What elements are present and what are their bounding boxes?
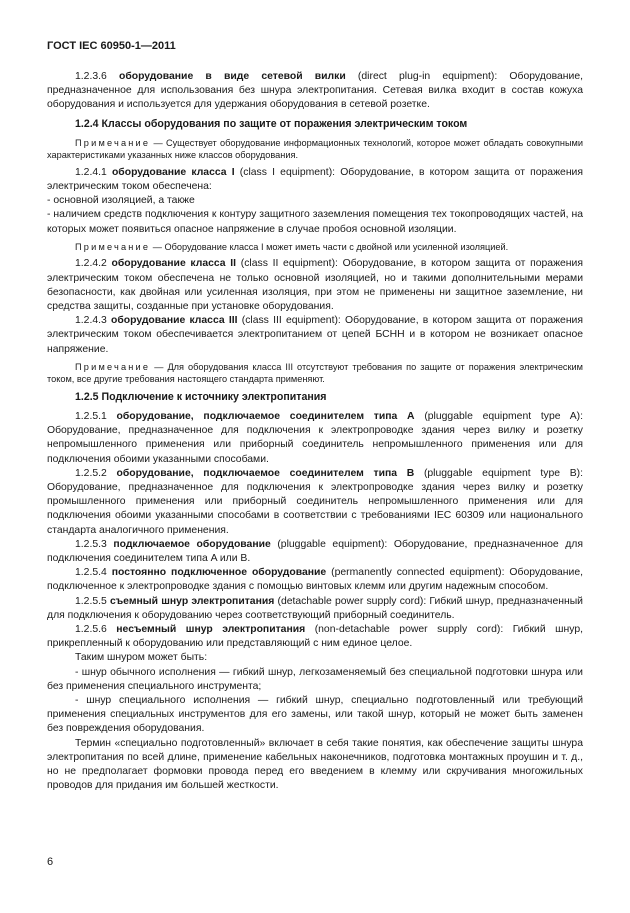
- term: постоянно подключенное оборудование: [111, 567, 327, 579]
- clause-1-2-5-3: 1.2.5.3 подключаемое оборудование (pluggable equipment): Оборудование, предназначенное для подключения соединителем типа A или B.: [47, 538, 583, 565]
- term: оборудование, подключаемое соединителем типа B: [116, 467, 415, 479]
- term: оборудование, подключаемое соединителем типа A: [116, 411, 415, 423]
- term: несъемный шнур электропитания: [116, 624, 306, 636]
- clause-1-2-5-6: 1.2.5.6 несъемный шнур электропитания (non-detachable power supply cord): Гибкий шнур, прикрепленный к оборудованию или представляющий с ним единое целое.: [47, 624, 583, 650]
- note-1: Примечание — Существует оборудование информационных технологий, которое может обладать совокупными характеристиками указанных ниже классов оборудования.: [47, 137, 583, 161]
- term: съемный шнур электропитания: [109, 595, 275, 607]
- section-heading-1-2-5: 1.2.5 Подключение к источнику электропитания: [75, 391, 327, 404]
- clause-1-2-4-2: 1.2.4.2 оборудование класса II (class II equipment): Оборудование, в котором защита от поражения электрическим током обеспечена не только основной изоляцией, но и такими дополнительными мерами безопасности, как двойная или усиленная изоляция, при этом не применены ни защитное заземление, ни средства защиты, созданные при установке оборудования.: [47, 258, 583, 313]
- list-item: - основной изоляцией, а также: [47, 195, 195, 207]
- clause-1-2-5-4: 1.2.5.4 постоянно подключенное оборудование (permanently connected equipment): Оборудование, подключенное к электропроводке здания с помощью винтовых клемм или другим надежным способом.: [47, 567, 583, 593]
- term: оборудование класса II: [111, 258, 237, 270]
- note-2: Примечание — Оборудование класса I может иметь части с двойной или усиленной изоляцией.: [75, 241, 509, 252]
- note-3: Примечание — Для оборудования класса III отсутствуют требования по защите от поражения электрическим током, все другие требования настоящего стандарта применяют.: [47, 361, 583, 385]
- clause-1-2-5-2: 1.2.5.2 оборудование, подключаемое соединителем типа B (pluggable equipment type B): Оборудование, предназначенное для подключения к электропроводке здания через вилку и розетку промышленного применения или приборный соединитель непромышленного применения или для подключения обоими указанными способами в соответствии с требованиями IEC 60309 или национального стандарта аналогичного применения.: [47, 467, 583, 536]
- clause-1-2-5-1: 1.2.5.1 оборудование, подключаемое соединителем типа A (pluggable equipment type A): Оборудование, предназначенное для подключения к электропроводке здания через вилку и розетку непромышленного применения или приборный соединитель непромышленного применения или для подключения обоими указанными способами.: [47, 411, 583, 465]
- clause-1-2-3-6: 1.2.3.6 оборудование в виде сетевой вилки (direct plug-in equipment): Оборудование, предназначенное для использования без шнура электропитания. Сетевая вилка входит в состав кожуха оборудования и используется для удержания оборудования в сетевой розетке.: [47, 71, 583, 111]
- list-item: - шнур обычного исполнения — гибкий шнур, легкозаменяемый без специальной подготовки шнура или без применения специального инструмента;: [47, 666, 583, 692]
- term: подключаемое оборудование: [113, 538, 271, 550]
- section-heading-1-2-4: 1.2.4 Классы оборудования по защите от поражения электрическим током: [75, 117, 468, 130]
- paragraph: Таким шнуром может быть:: [75, 652, 208, 664]
- clause-1-2-4-3: 1.2.4.3 оборудование класса III (class III equipment): Оборудование, в котором защита от поражения электрическим током обеспечивается электропитанием от цепей БСНН и в котором не возникает опасное напряжение.: [47, 315, 583, 355]
- clause-1-2-5-5: 1.2.5.5 съемный шнур электропитания (detachable power supply cord): Гибкий шнур, предназначенный для подключения к оборудованию через соответствующий приборный соединитель.: [47, 595, 583, 621]
- term: оборудование класса I: [111, 166, 235, 178]
- page-number: 6: [47, 856, 54, 868]
- term: оборудование в виде сетевой вилки: [118, 71, 346, 82]
- paragraph: Термин «специально подготовленный» включает в себя такие понятия, как обеспечение защиты шнура электропитания по всей длине, применение кабельных наконечников, подготовка монтажных проушин и т. д., но не предполагает формовки провода перед его введением в клемму или скручивания многожильных проводов для придания им большей жесткости.: [47, 737, 583, 792]
- document-page: [47, 40, 583, 794]
- list-item: - шнур специального исполнения — гибкий шнур, специально подготовленный или требующий применения специальных инструментов для его замены, или такой шнур, который не может быть заменен без повреждения оборудования.: [47, 695, 583, 735]
- clause-1-2-4-1: 1.2.4.1 оборудование класса I (class I equipment): Оборудование, в котором защита от поражения электрическим током обеспечена:: [47, 166, 583, 192]
- list-item: - наличием средств подключения к контуру защитного заземления помещения тех токопроводящих частей, на которых может появиться опасное напряжение в случае пробоя основной изоляции.: [47, 209, 583, 235]
- term: оборудование класса III: [111, 315, 238, 327]
- standard-header: ГОСТ IEC 60950-1—2011: [47, 40, 176, 52]
